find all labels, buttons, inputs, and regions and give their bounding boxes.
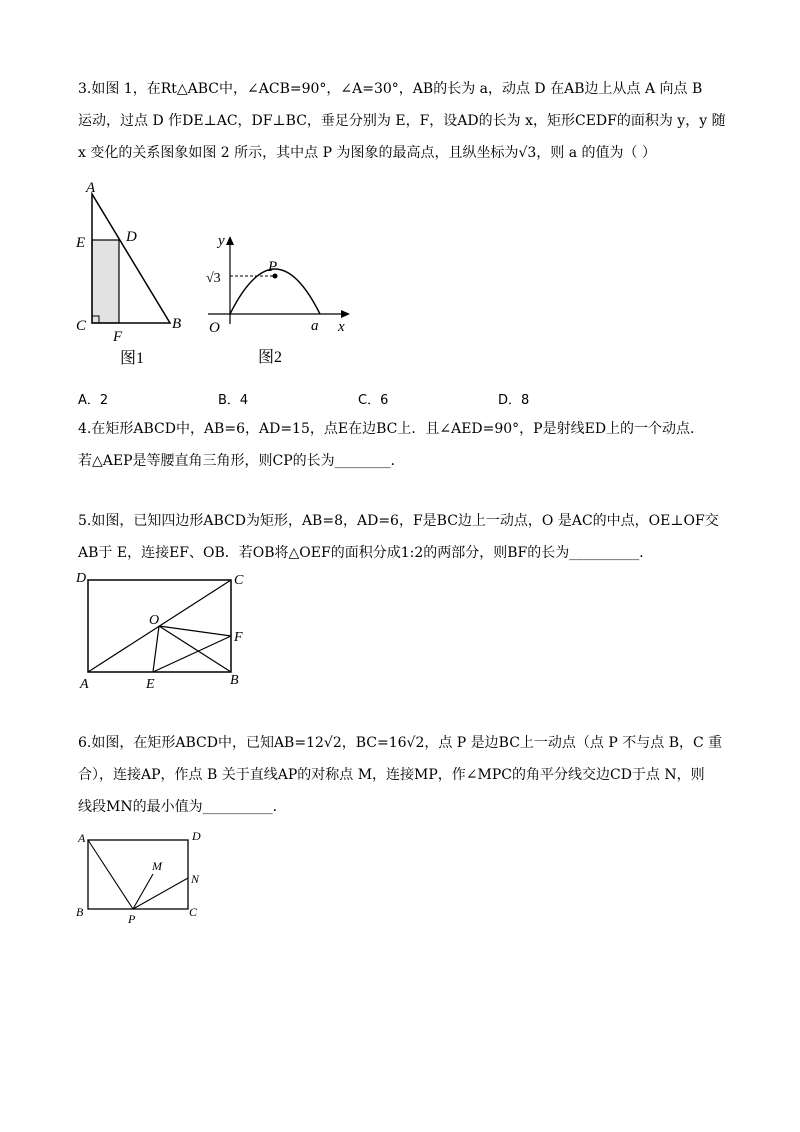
q3-option-a[interactable]: A．2 bbox=[78, 393, 109, 408]
q3-fig2-caption: 图2 bbox=[258, 349, 283, 366]
q5-fig-label-a: A bbox=[80, 677, 89, 692]
q5-text-line-1: 5.如图，已知四边形ABCD为矩形，AB=8，AD=6，F是BC边上一动点，O 是AC的中点，OE⊥OF交 bbox=[78, 513, 719, 529]
q6-fig-label-p: P bbox=[128, 912, 136, 926]
q5-fig-label-d: D bbox=[76, 571, 87, 586]
q3-option-c[interactable]: C．6 bbox=[358, 393, 389, 408]
q3-fig1-label-d: D bbox=[126, 229, 137, 245]
q6-text-line-3: 线段MN的最小值为__________． bbox=[78, 799, 287, 815]
q3-option-b[interactable]: B．4 bbox=[218, 393, 249, 408]
q3-text-line-1: 3.如图 1，在Rt△ABC中，∠ACB=90°，∠A=30°，AB的长为 a，动点 D 在AB边上从点 A 向点 B bbox=[78, 81, 703, 97]
q3-figure-2 bbox=[198, 228, 358, 372]
q6-text-line-2: 合），连接AP，作点 B 关于直线AP的对称点 M，连接MP，作∠MPC的角平分线交边CD于点 N，则 bbox=[78, 767, 705, 783]
q3-fig1-label-a: A bbox=[86, 180, 96, 196]
q3-text-line-3: x 变化的关系图象如图 2 所示，其中点 P 为图象的最高点，且纵坐标为√3，则 a 的值为（ ） bbox=[78, 145, 656, 161]
q6-text-line-1: 6.如图，在矩形ABCD中，已知AB=12√2，BC=16√2，点 P 是边BC上一动点（点 P 不与点 B，C 重 bbox=[78, 735, 723, 751]
q3-fig1-label-e: E bbox=[76, 235, 86, 251]
q3-fig1-label-f: F bbox=[113, 329, 123, 345]
q5-fig-label-e: E bbox=[146, 677, 155, 692]
q6-figure bbox=[72, 826, 222, 930]
q3-fig1-label-b: B bbox=[172, 316, 182, 332]
q3-fig2-axis-y: y bbox=[218, 233, 225, 249]
q6-fig-label-m: M bbox=[152, 859, 162, 873]
q5-fig-label-o: O bbox=[149, 613, 160, 628]
q6-fig-label-b: B bbox=[76, 905, 84, 919]
q5-fig-label-f: F bbox=[234, 630, 243, 645]
q3-fig2-origin: O bbox=[209, 320, 220, 336]
q6-fig-label-c: C bbox=[189, 905, 198, 919]
q3-option-d[interactable]: D．8 bbox=[498, 393, 530, 408]
q6-fig-label-a: A bbox=[78, 831, 86, 845]
q4-text-line-1: 4.在矩形ABCD中，AB=6，AD=15，点E在边BC上．且∠AED=90°，P是射线ED上的一个动点． bbox=[78, 421, 705, 437]
q3-fig2-label-a: a bbox=[311, 318, 319, 334]
q3-fig2-label-sqrt3: √3 bbox=[206, 271, 221, 286]
q3-fig2-label-p: P bbox=[268, 259, 278, 275]
q3-fig2-axis-x: x bbox=[338, 319, 345, 335]
q3-text-line-2: 运动，过点 D 作DE⊥AC，DF⊥BC，垂足分别为 E，F，设AD的长为 x，矩形CEDF的面积为 y，y 随 bbox=[78, 113, 726, 129]
q5-figure bbox=[72, 566, 262, 698]
q5-fig-label-c: C bbox=[234, 573, 244, 588]
q6-fig-label-d: D bbox=[192, 829, 201, 843]
q5-fig-label-b: B bbox=[230, 673, 239, 688]
q3-fig1-caption: 图1 bbox=[120, 350, 145, 367]
q6-fig-label-n: N bbox=[191, 872, 200, 886]
q4-text-line-2: 若△AEP是等腰直角三角形，则CP的长为________． bbox=[78, 453, 405, 469]
q5-text-line-2: AB于 E，连接EF、OB．若OB将△OEF的面积分成1:2的两部分，则BF的长为__________． bbox=[78, 545, 654, 561]
q3-figure-1 bbox=[72, 178, 192, 372]
q3-fig1-label-c: C bbox=[76, 318, 87, 334]
